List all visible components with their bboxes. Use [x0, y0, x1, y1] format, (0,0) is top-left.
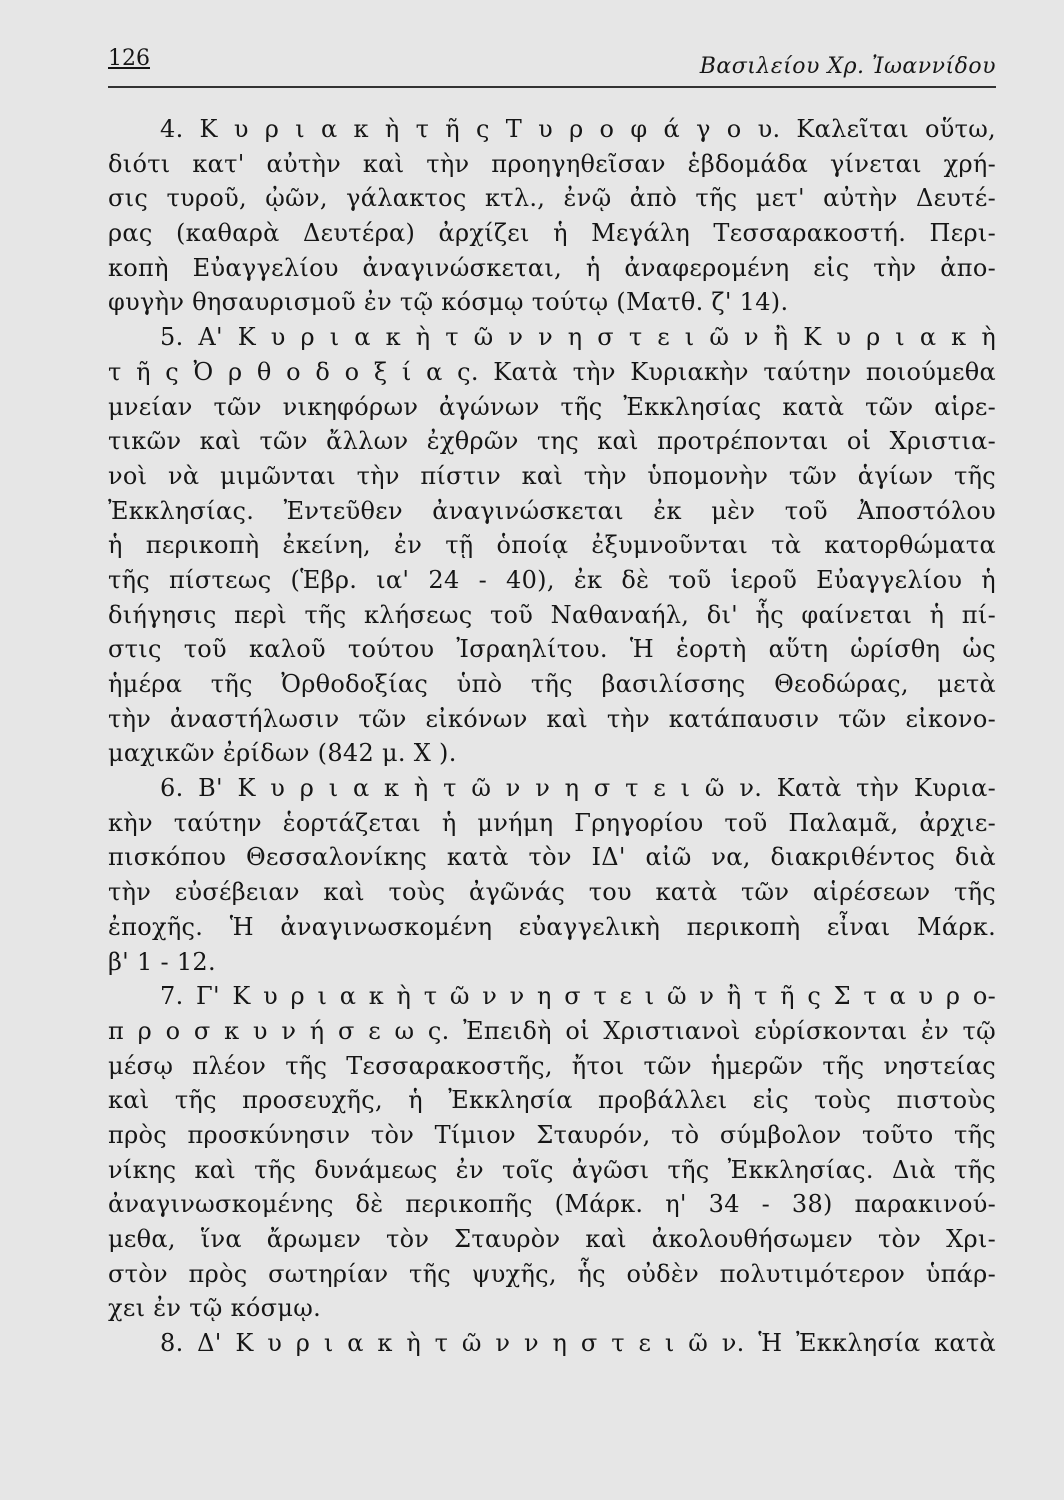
text-line: μέσῳ πλέον τῆς Τεσσαρακοστῆς, ἤτοι τῶν ἡμερῶν τῆς νηστείας: [108, 1051, 996, 1080]
text-line: στὸν πρὸς σωτηρίαν τῆς ψυχῆς, ἧς οὐδὲν πολυτιμότερον ὑπάρ-: [108, 1259, 996, 1288]
text-line: ἐποχῆς. Ἡ ἀναγινωσκομένη εὐαγγελικὴ περικοπὴ εἶναι Μάρκ.: [108, 912, 996, 941]
text-line: πρὸς προσκύνησιν τὸν Τίμιον Σταυρόν, τὸ σύμβολον τοῦτο τῆς: [108, 1120, 996, 1149]
text-line: στις τοῦ καλοῦ τούτου Ἰσραηλίτου. Ἡ ἑορτὴ αὕτη ὡρίσθη ὡς: [108, 635, 996, 664]
text-line: μεθα, ἵνα ἄρωμεν τὸν Σταυρὸν καὶ ἀκολουθήσωμεν τὸν Χρι-: [108, 1225, 996, 1253]
text-line: τικῶν καὶ τῶν ἄλλων ἐχθρῶν της καὶ προτρέπονται οἱ Χριστια-: [108, 427, 996, 456]
text-line: ρας (καθαρὰ Δευτέρα) ἀρχίζει ἡ Μεγάλη Τεσσαρακοστή. Περι-: [108, 219, 996, 248]
page-header: [108, 40, 996, 88]
text-line: διότι κατ' αὐτὴν καὶ τὴν προηγηθεῖσαν ἑβδομάδα γίνεται χρή-: [108, 149, 996, 178]
text-line: σις τυροῦ, ᾠῶν, γάλακτος κτλ., ἐνῷ ἀπὸ τῆς μετ' αὐτὴν Δευτέ-: [108, 184, 996, 213]
text-line: τ ῆ ς Ὀ ρ θ ο δ ο ξ ί α ς. Κατὰ τὴν Κυριακὴν ταύτην ποιούμεθα: [108, 357, 996, 386]
text-line: μαχικῶν ἐρίδων (842 μ. Χ ).: [108, 739, 457, 768]
page-number: 126: [108, 46, 150, 71]
text-line: καὶ τῆς προσευχῆς, ἡ Ἐκκλησία προβάλλει εἰς τοὺς πιστοὺς: [108, 1086, 996, 1115]
text-line: ἡ περικοπὴ ἐκείνη, ἐν τῇ ὁποίᾳ ἐξυμνοῦνται τὰ κατορθώματα: [108, 531, 996, 560]
text-line: φυγὴν θησαυρισμοῦ ἐν τῷ κόσμῳ τούτῳ (Ματθ. ζ' 14).: [108, 288, 789, 317]
text-line: κοπὴ Εὐαγγελίου ἀναγινώσκεται, ἡ ἀναφερομένη εἰς τὴν ἀπο-: [108, 253, 996, 282]
text-line: 6. Β' Κ υ ρ ι α κ ὴ τ ῶ ν ν η σ τ ε ι ῶ ν. Κατὰ τὴν Κυρια-: [160, 774, 996, 803]
text-line: π ρ ο σ κ υ ν ή σ ε ω ς. Ἐπειδὴ οἱ Χριστιανοὶ εὑρίσκονται ἐν τῷ: [108, 1016, 996, 1045]
text-line: Ἐκκλησίας. Ἐντεῦθεν ἀναγινώσκεται ἐκ μὲν τοῦ Ἀποστόλου: [108, 496, 996, 525]
text-line: νίκης καὶ τῆς δυνάμεως ἐν τοῖς ἀγῶσι τῆς Ἐκκλησίας. Διὰ τῆς: [108, 1155, 996, 1184]
text-line: 8. Δ' Κ υ ρ ι α κ ὴ τ ῶ ν ν η σ τ ε ι ῶ ν. Ἡ Ἐκκλησία κατὰ: [160, 1329, 996, 1358]
text-line: τὴν ἀναστήλωσιν τῶν εἰκόνων καὶ τὴν κατάπαυσιν τῶν εἰκονο-: [108, 704, 996, 733]
text-line: 7. Γ' Κ υ ρ ι α κ ὴ τ ῶ ν ν η σ τ ε ι ῶ ν ἢ τ ῆ ς Σ τ α υ ρ ο-: [160, 982, 996, 1011]
text-line: ἡμέρα τῆς Ὀρθοδοξίας ὑπὸ τῆς βασιλίσσης Θεοδώρας, μετὰ: [108, 670, 996, 698]
text-line: 5. Α' Κ υ ρ ι α κ ὴ τ ῶ ν ν η σ τ ε ι ῶ ν ἢ Κ υ ρ ι α κ ὴ: [160, 323, 996, 352]
text-line: κὴν ταύτην ἑορτάζεται ἡ μνήμη Γρηγορίου τοῦ Παλαμᾶ, ἀρχιε-: [108, 808, 996, 837]
body-text: [108, 112, 996, 1361]
text-line: 4. Κ υ ρ ι α κ ὴ τ ῆ ς Τ υ ρ ο φ ά γ ο υ. Καλεῖται οὕτω,: [160, 115, 996, 143]
text-line: μνείαν τῶν νικηφόρων ἀγώνων τῆς Ἐκκλησίας κατὰ τῶν αἱρε-: [108, 392, 996, 421]
text-line: β' 1 - 12.: [108, 947, 216, 976]
running-head: Βασιλείου Χρ. Ἰωαννίδου: [699, 54, 996, 79]
text-line: χει ἐν τῷ κόσμῳ.: [108, 1294, 322, 1323]
text-line: διήγησις περὶ τῆς κλήσεως τοῦ Ναθαναήλ, δι' ἧς φαίνεται ἡ πί-: [108, 600, 996, 629]
text-line: τῆς πίστεως (Ἑβρ. ια' 24 - 40), ἐκ δὲ τοῦ ἱεροῦ Εὐαγγελίου ἡ: [108, 565, 996, 594]
text-line: ἀναγινωσκομένης δὲ περικοπῆς (Μάρκ. η' 34 - 38) παρακινού-: [108, 1190, 996, 1219]
text-line: τὴν εὐσέβειαν καὶ τοὺς ἀγῶνάς του κατὰ τῶν αἱρέσεων τῆς: [108, 878, 996, 907]
text-line: νοὶ νὰ μιμῶνται τὴν πίστιν καὶ τὴν ὑπομονὴν τῶν ἁγίων τῆς: [108, 461, 996, 490]
text-line: πισκόπου Θεσσαλονίκης κατὰ τὸν ΙΔ' αἰῶ να, διακριθέντος διὰ: [108, 843, 996, 872]
